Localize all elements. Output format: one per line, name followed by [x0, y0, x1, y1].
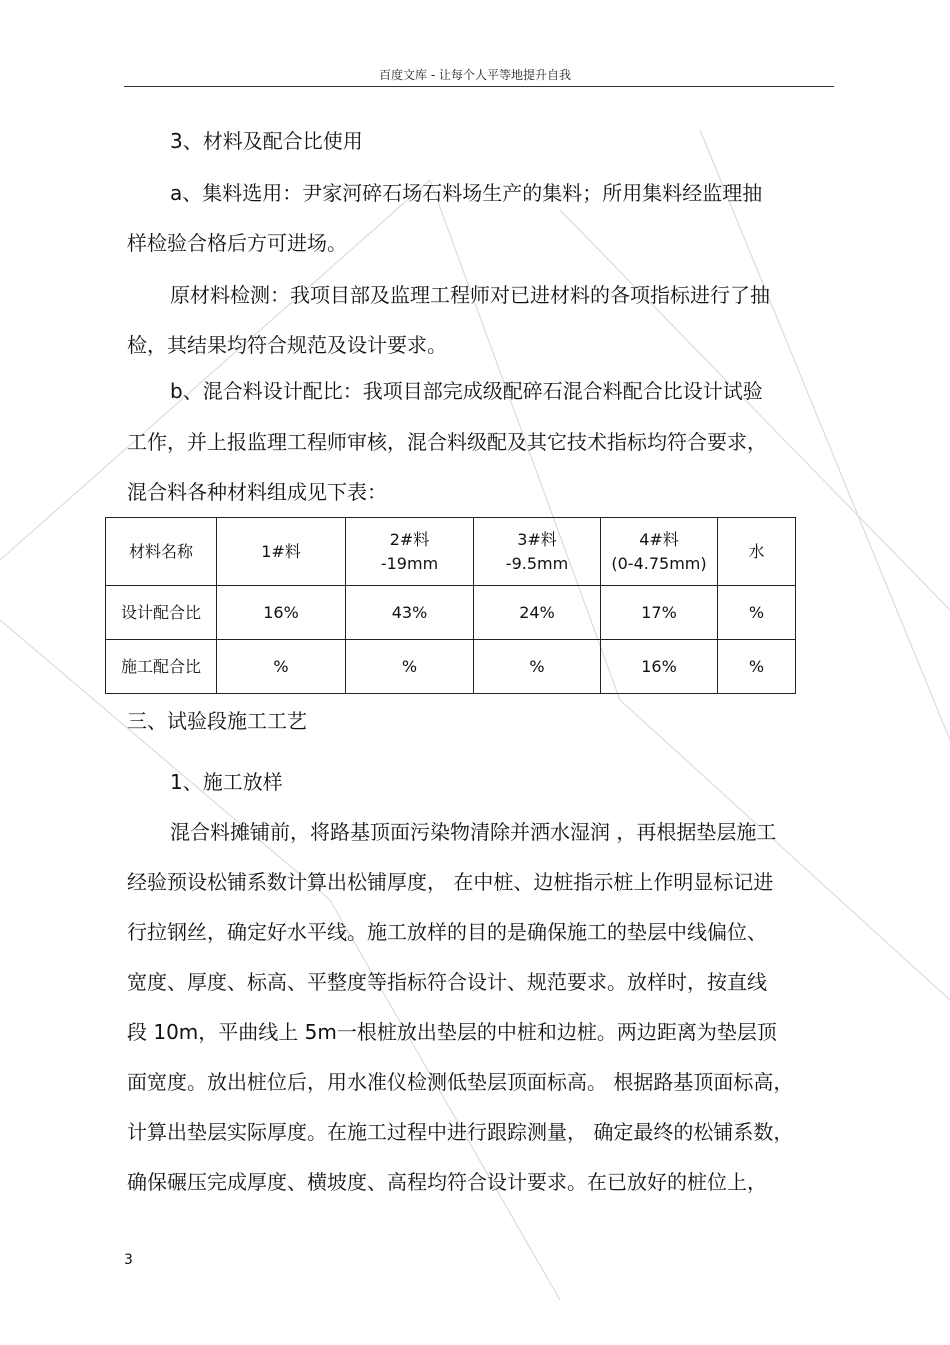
table-cell: 17%	[601, 586, 718, 640]
cell-line: 3#料	[517, 529, 557, 549]
paragraph-line: 计算出垫层实际厚度。在施工过程中进行跟踪测量， 确定最终的松铺系数，	[127, 1120, 794, 1144]
section-heading: 三、试验段施工工艺	[127, 709, 307, 733]
paragraph-line: 工作，并上报监理工程师审核，混合料级配及其它技术指标均符合要求，	[127, 430, 767, 454]
cell-line: (0-4.75mm)	[611, 553, 707, 573]
table-header-row	[106, 518, 796, 586]
table-cell: 16%	[217, 586, 346, 640]
table-cell: %	[474, 640, 601, 694]
table-cell: %	[346, 640, 474, 694]
table-cell: 16%	[601, 640, 718, 694]
cell-line: 4#料	[639, 529, 679, 549]
paragraph-line: a、集料选用：尹家河碎石场石料场生产的集料；所用集料经监理抽	[170, 181, 763, 205]
heading-materials: 3、材料及配合比使用	[170, 129, 363, 153]
table-row	[106, 586, 796, 640]
table-cell: %	[217, 640, 346, 694]
paragraph-line: 行拉钢丝，确定好水平线。施工放样的目的是确保施工的垫层中线偏位、	[127, 920, 767, 944]
paragraph-line: 宽度、厚度、标高、平整度等指标符合设计、规范要求。放样时，按直线	[127, 970, 767, 994]
table-cell: 材料名称	[106, 518, 217, 586]
paragraph-line: 混合料摊铺前，将路基顶面污染物清除并洒水湿润 ，再根据垫层施工	[170, 820, 777, 844]
table-cell: %	[718, 586, 796, 640]
page-number: 3	[124, 1252, 133, 1268]
paragraph-line: 样检验合格后方可进场。	[127, 231, 347, 255]
table-cell	[601, 518, 718, 586]
paragraph-line: b、混合料设计配比：我项目部完成级配碎石混合料配合比设计试验	[170, 379, 763, 403]
paragraph-line: 面宽度。放出桩位后，用水准仪检测低垫层顶面标高。 根据路基顶面标高，	[127, 1070, 794, 1094]
table-cell: %	[718, 640, 796, 694]
mix-ratio-table	[105, 517, 796, 694]
table-cell: 水	[718, 518, 796, 586]
paragraph-line: 检，其结果均符合规范及设计要求。	[127, 333, 447, 357]
cell-line: -19mm	[380, 553, 439, 573]
paragraph-line: 混合料各种材料组成见下表：	[127, 480, 387, 504]
cell-line: -9.5mm	[505, 553, 569, 573]
paragraph-line: 确保碾压完成厚度、横坡度、高程均符合设计要求。在已放好的桩位上，	[127, 1170, 767, 1194]
table-cell: 43%	[346, 586, 474, 640]
header-divider	[124, 86, 834, 87]
table-cell	[346, 518, 474, 586]
table-cell: 施工配合比	[106, 640, 217, 694]
table-cell	[474, 518, 601, 586]
table-row	[106, 640, 796, 694]
table-cell: 1#料	[217, 518, 346, 586]
paragraph-line: 原材料检测：我项目部及监理工程师对已进材料的各项指标进行了抽	[170, 283, 770, 307]
cell-line: 2#料	[389, 529, 430, 549]
table-cell: 设计配合比	[106, 586, 217, 640]
subsection-heading: 1、施工放样	[170, 770, 283, 794]
table-cell: 24%	[474, 586, 601, 640]
paragraph-line: 经验预设松铺系数计算出松铺厚度， 在中桩、边桩指示桩上作明显标记进	[127, 870, 774, 894]
page-header: 百度文库 - 让每个人平等地提升自我	[379, 68, 571, 82]
paragraph-line: 段 10m，平曲线上 5m一根桩放出垫层的中桩和边桩。两边距离为垫层顶	[127, 1020, 777, 1044]
